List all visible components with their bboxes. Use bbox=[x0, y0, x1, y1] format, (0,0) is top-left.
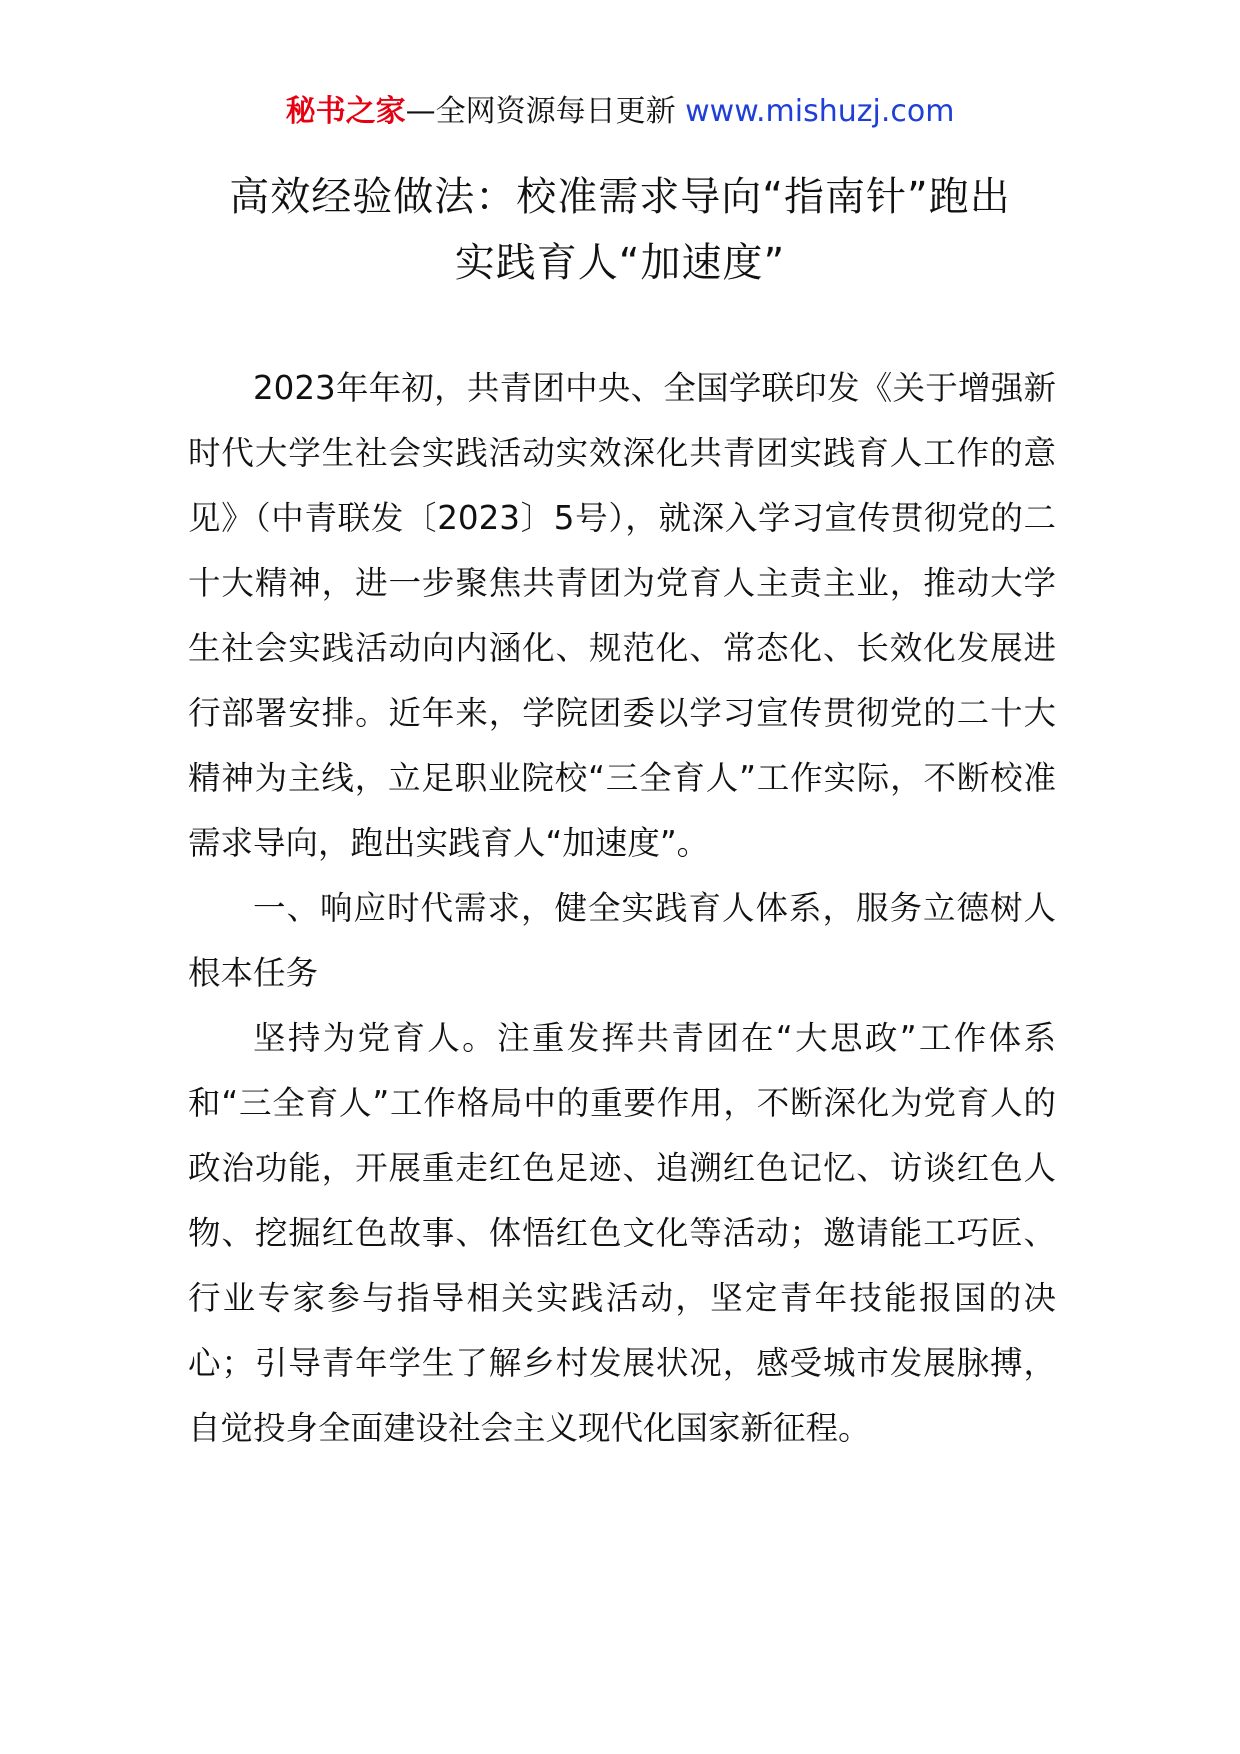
brand-name: 秘书之家 bbox=[285, 94, 406, 129]
banner-tagline: —全网资源每日更新 bbox=[405, 94, 686, 129]
document-body bbox=[188, 356, 1056, 1461]
site-banner bbox=[0, 92, 1240, 132]
section-1-paragraph: 坚持为党育人。注重发挥共青团在“大思政”工作体系和“三全育人”工作格局中的重要作用，不断深化为党育人的政治功能，开展重走红色足迹、追溯红色记忆、访谈红色人物、挖掘红色故事、体悟红色文化等活动；邀请能工巧匠、行业专家参与指导相关实践活动，坚定青年技能报国的决心；引导青年学生了解乡村发展状况，感受城市发展脉搏，自觉投身全面建设社会主义现代化国家新征程。 bbox=[188, 1019, 1056, 1447]
intro-paragraph: 2023年年初，共青团中央、全国学联印发《关于增强新时代大学生社会实践活动实效深化共青团实践育人工作的意见》（中青联发〔2023〕5号），就深入学习宣传贯彻党的二十大精神，进一步聚焦共青团为党育人主责主业，推动大学生社会实践活动向内涵化、规范化、常态化、长效化发展进行部署安排。近年来，学院团委以学习宣传贯彻党的二十大精神为主线，立足职业院校“三全育人”工作实际，不断校准需求导向，跑出实践育人“加速度”。 bbox=[188, 369, 1056, 862]
document-title bbox=[180, 164, 1060, 296]
section-heading-1: 一、响应时代需求，健全实践育人体系，服务立德树人根本任务 bbox=[188, 889, 1056, 992]
title-line-1: 高效经验做法：校准需求导向“指南针”跑出 bbox=[229, 174, 1011, 220]
title-line-2: 实践育人“加速度” bbox=[454, 240, 786, 286]
site-url-link[interactable]: www.mishuzj.com bbox=[685, 94, 955, 129]
